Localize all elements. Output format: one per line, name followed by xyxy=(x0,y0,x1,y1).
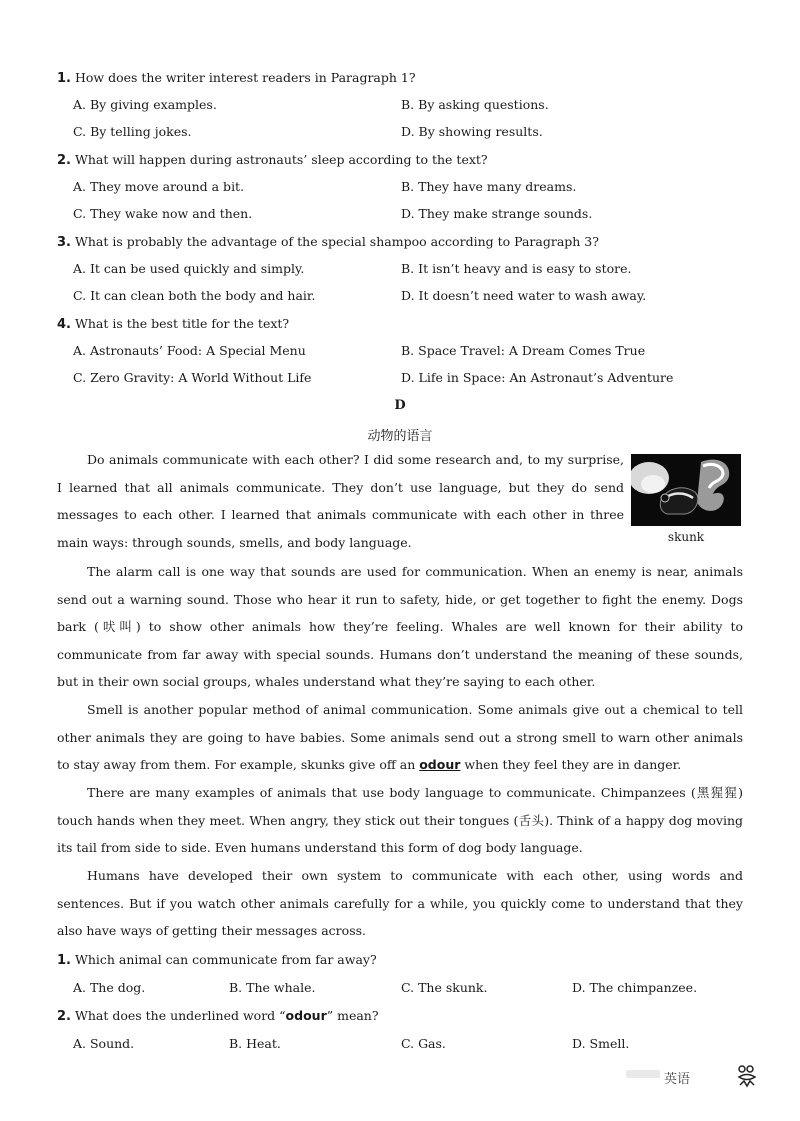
paragraph-text: The alarm call is one way that sounds are used for communication. When an enemy is near, animals send out a warning sound. Those who hear it run to safety, hide, or get together to fight the enemy. Dogs bark (吠叫) to show other animals how they’re feeling. Whales are well known for their ability to communicate from far away with special sounds. Humans don’t understand the meaning of these sounds, but in their own social groups, whales understand what they’re saying to each other. xyxy=(57,564,743,689)
skunk-silhouette-icon xyxy=(631,454,741,526)
option-c[interactable]: C. It can clean both the body and hair. xyxy=(73,288,316,303)
question-number: 4. xyxy=(57,317,71,332)
option-a[interactable]: A. By giving examples. xyxy=(73,97,217,112)
paragraph-text: Humans have developed their own system to communicate with each other, using words and sentences. But if you watch other animals carefully for a while, you quickly come to understand that they also have ways of getting their messages across. xyxy=(57,868,743,938)
option-a[interactable]: A. Sound. xyxy=(73,1036,135,1051)
question-number: 2. xyxy=(57,153,71,168)
question-number: 1. xyxy=(57,953,71,968)
option-b[interactable]: B. By asking questions. xyxy=(401,97,549,112)
question-text: What will happen during astronauts’ sleep according to the text? xyxy=(74,152,488,167)
option-c[interactable]: C. Zero Gravity: A World Without Life xyxy=(73,370,312,385)
paragraph-4 xyxy=(57,779,743,862)
option-d[interactable]: D. Life in Space: An Astronaut’s Adventure xyxy=(401,370,674,385)
option-c[interactable]: C. They wake now and then. xyxy=(73,206,253,221)
question-text: What is the best title for the text? xyxy=(74,316,290,331)
option-c[interactable]: C. By telling jokes. xyxy=(73,124,192,139)
question-text: Which animal can communicate from far away? xyxy=(74,952,377,967)
option-d[interactable]: D. They make strange sounds. xyxy=(401,206,593,221)
option-b[interactable]: B. They have many dreams. xyxy=(401,179,577,194)
paragraph-1 xyxy=(57,446,624,556)
question-keyword: odour xyxy=(285,1008,327,1023)
option-a[interactable]: A. The dog. xyxy=(73,980,146,995)
question-number: 3. xyxy=(57,235,71,250)
underlined-word: odour xyxy=(419,757,461,772)
paragraph-text: Do animals communicate with each other? I did some research and, to my surprise, I learned that all animals communicate. They don’t use language, but they do send messages to each other. I learned that animals communicate with each other in three main ways: through sounds, smells, and body language. xyxy=(57,452,624,550)
option-c[interactable]: C. Gas. xyxy=(401,1036,446,1051)
option-a[interactable]: A. It can be used quickly and simply. xyxy=(73,261,305,276)
question-c1 xyxy=(57,70,416,86)
option-a[interactable]: A. Astronauts’ Food: A Special Menu xyxy=(73,343,306,358)
option-b[interactable]: B. Heat. xyxy=(229,1036,281,1051)
question-c4 xyxy=(57,316,289,332)
section-letter: D xyxy=(394,398,406,413)
option-a[interactable]: A. They move around a bit. xyxy=(73,179,245,194)
option-d[interactable]: D. The chimpanzee. xyxy=(572,980,698,995)
question-c3 xyxy=(57,234,599,250)
question-number: 2. xyxy=(57,1009,71,1024)
paragraph-5 xyxy=(57,862,743,945)
paragraph-3 xyxy=(57,696,743,779)
paragraph-text: There are many examples of animals that use body language to communicate. Chimpanzees (黑猩猩) touch hands when they meet. When angry, they stick out their tongues (舌头). Think of a happy dog moving its tail from side to side. Even humans understand this form of dog body language. xyxy=(57,785,743,855)
paragraph-text: when they feel they are in danger. xyxy=(460,757,682,772)
question-d1 xyxy=(57,952,377,968)
option-d[interactable]: D. By showing results. xyxy=(401,124,543,139)
section-title: 动物的语言 xyxy=(367,429,433,444)
question-text: What does the underlined word “ xyxy=(74,1008,286,1023)
paragraph-text: Smell is another popular method of animal communication. Some animals give out a chemical to tell other animals they are going to have babies. Some animals send out a strong smell to warn other animals to stay away from them. For example, skunks give off an xyxy=(57,702,743,772)
question-text: ” mean? xyxy=(326,1008,379,1023)
page-ornament-icon xyxy=(736,1064,758,1093)
option-b[interactable]: B. The whale. xyxy=(229,980,316,995)
option-d[interactable]: D. It doesn’t need water to wash away. xyxy=(401,288,647,303)
option-c[interactable]: C. The skunk. xyxy=(401,980,488,995)
option-b[interactable]: B. It isn’t heavy and is easy to store. xyxy=(401,261,632,276)
question-c2 xyxy=(57,152,488,168)
question-text: How does the writer interest readers in Paragraph 1? xyxy=(74,70,416,85)
question-d2 xyxy=(57,1008,379,1024)
question-number: 1. xyxy=(57,71,71,86)
option-d[interactable]: D. Smell. xyxy=(572,1036,630,1051)
watermark-logo xyxy=(626,1068,660,1083)
footer-subject: 英语 xyxy=(664,1072,691,1087)
option-b[interactable]: B. Space Travel: A Dream Comes True xyxy=(401,343,646,358)
skunk-image xyxy=(631,454,741,526)
paragraph-2 xyxy=(57,558,743,696)
question-text: What is probably the advantage of the special shampoo according to Paragraph 3? xyxy=(74,234,599,249)
image-caption: skunk xyxy=(667,530,705,544)
